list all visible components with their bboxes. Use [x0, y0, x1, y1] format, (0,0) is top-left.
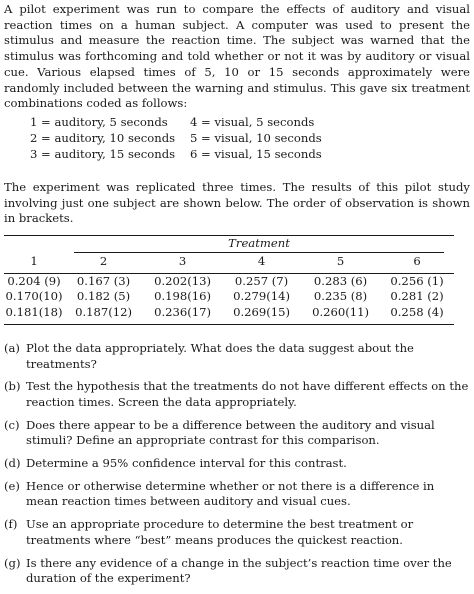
question-text: Use an appropriate procedure to determine the best treatment or treatments where “best” means produces the quickest reaction. [26, 517, 414, 547]
table-cell: 0.279(14) [233, 289, 291, 304]
question-text: Does there appear to be a difference between the auditory and visual stimuli? Define an appropriate contrast for this comparison. [26, 417, 435, 448]
table-cell: 0.204 (9) [7, 273, 61, 288]
column-header-row [4, 253, 454, 271]
code-visual: 4 = visual, 5 seconds [190, 114, 315, 129]
code-row [30, 114, 330, 130]
question-item [4, 479, 470, 510]
column-header: 3 [178, 253, 187, 268]
results-table [4, 235, 454, 325]
table-cell: 0.281 (2) [390, 289, 444, 304]
table-cell: 0.257 (7) [234, 273, 289, 288]
code-visual: 5 = visual, 10 seconds [190, 130, 322, 145]
code-visual: 6 = visual, 15 seconds [190, 146, 322, 161]
column-header: 1 [30, 253, 38, 268]
question-text: Determine a 95% confidence interval for this contrast. [26, 456, 347, 471]
intro-paragraph: A pilot experiment was run to compare the effects of auditory and visual reaction times on a human subject. A computer was used to present the stimulus and measure the reaction time. The subject was warned that the stimulus was forthcoming and told whether or not it was by auditory or visual cue. Various elapsed times of 5, 10 or 15 seconds approximately were randomly included between the warning and stimulus. This gave six treatment combinations coded as follows: [4, 2, 470, 111]
table-cell: 0.167 (3) [76, 273, 131, 288]
question-label: (c) [4, 417, 20, 432]
column-header: 5 [336, 253, 345, 268]
treatment-codes [30, 114, 330, 162]
question-item [4, 379, 470, 410]
question-text: Plot the data appropriately. What does the data suggest about the treatments? [26, 340, 414, 371]
replication-paragraph: The experiment was replicated three times. The results of this pilot study involving just one subject are shown below. The order of observation is shown in brackets. [4, 179, 470, 226]
table-row [4, 305, 454, 321]
question-item [4, 517, 470, 548]
question-text: Hence or otherwise determine whether or not there is a difference in mean reaction times between auditory and visual cues. [26, 478, 435, 509]
question-item [4, 556, 470, 587]
table-row [4, 289, 454, 305]
question-text: Test the hypothesis that the treatments do not have different effects on the reaction times. Screen the data appropriately. [26, 379, 469, 409]
question-item [4, 341, 470, 372]
column-header: 2 [99, 253, 108, 268]
question-text: Is there any evidence of a change in the subject’s reaction time over the duration of the experiment? [26, 555, 452, 586]
table-header-row [4, 236, 454, 253]
code-row [30, 146, 330, 162]
code-row [30, 130, 330, 146]
column-header: 4 [257, 253, 266, 268]
table-cell: 0.187(12) [75, 305, 133, 320]
table-cell: 0.260(11) [312, 305, 370, 320]
table-cell: 0.269(15) [233, 305, 291, 320]
table-cell: 0.202(13) [154, 273, 212, 288]
question-label: (f) [4, 517, 18, 532]
table-row [4, 273, 454, 289]
table-cell: 0.283 (6) [313, 273, 368, 288]
table-cell: 0.236(17) [154, 305, 212, 320]
question-item [4, 418, 470, 449]
code-auditory: 1 = auditory, 5 seconds [30, 114, 168, 129]
table-cell: 0.170(10) [5, 289, 63, 304]
document-page [4, 2, 470, 594]
treatment-header: Treatment [64, 236, 454, 253]
table-cell: 0.198(16) [154, 289, 212, 304]
table-cell: 0.235 (8) [313, 289, 368, 304]
question-label: (g) [4, 555, 21, 570]
question-list [4, 341, 470, 587]
question-label: (d) [4, 456, 21, 471]
question-label: (e) [4, 478, 20, 493]
question-label: (b) [4, 379, 21, 394]
column-header: 6 [413, 253, 421, 268]
question-label: (a) [4, 340, 20, 355]
table-cell: 0.181(18) [5, 305, 63, 320]
table-cell: 0.182 (5) [76, 289, 131, 304]
table-cell: 0.256 (1) [390, 273, 444, 288]
code-auditory: 3 = auditory, 15 seconds [30, 146, 176, 161]
table-cell: 0.258 (4) [390, 305, 444, 320]
code-auditory: 2 = auditory, 10 seconds [30, 130, 176, 145]
question-item [4, 456, 470, 472]
